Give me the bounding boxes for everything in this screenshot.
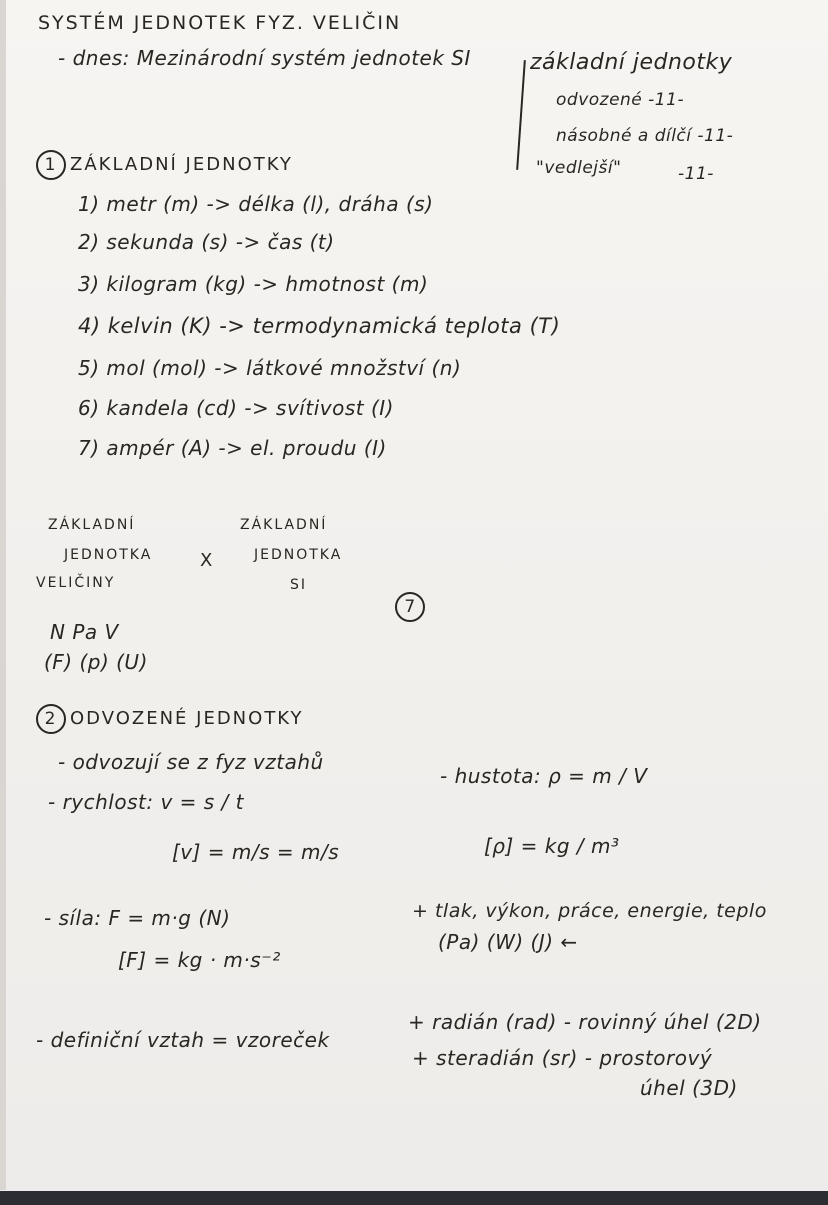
count-value: 7 xyxy=(395,592,425,622)
list-item: 3) kilogram (kg) -> hmotnost (m) xyxy=(78,272,429,296)
comparison-left: JEDNOTKA xyxy=(64,547,153,563)
comparison-right: SI xyxy=(290,577,308,593)
velocity-unit: [v] = m/s = m/s xyxy=(172,840,340,864)
example-units: N Pa V xyxy=(50,620,119,644)
list-item: 7) ampér (A) -> el. proudu (I) xyxy=(78,436,387,460)
ditto-mark: -11- xyxy=(678,164,714,184)
comparison-right: JEDNOTKA xyxy=(254,547,343,563)
si-type-secondary: "vedlejší" xyxy=(536,158,622,178)
section-title: ODVOZENÉ JEDNOTKY xyxy=(70,708,304,729)
list-item: 2) sekunda (s) -> čas (t) xyxy=(78,230,335,254)
quantities-units: (Pa) (W) (J) ← xyxy=(438,930,578,954)
quantities-line: + tlak, výkon, práce, energie, teplo xyxy=(412,900,767,922)
velocity-formula: - rychlost: v = s / t xyxy=(48,790,244,814)
si-type-multiples: násobné a dílčí -11- xyxy=(556,126,734,146)
density-unit: [ρ] = kg / m³ xyxy=(484,834,620,858)
comparison-left: ZÁKLADNÍ xyxy=(48,517,136,533)
si-type-derived: odvozené -11- xyxy=(556,90,685,110)
list-item: 4) kelvin (K) -> termodynamická teplota (T) xyxy=(78,314,561,338)
page-title: SYSTÉM JEDNOTEK FYZ. VELIČIN xyxy=(38,12,402,34)
steradian-line: + steradián (sr) - prostorový xyxy=(412,1046,713,1070)
density-formula: - hustota: ρ = m / V xyxy=(440,764,648,788)
list-item: 6) kandela (cd) -> svítivost (I) xyxy=(78,396,394,420)
list-item: 1) metr (m) -> délka (l), dráha (s) xyxy=(78,192,434,216)
section2-heading xyxy=(36,704,303,734)
example-quantities: (F) (p) (U) xyxy=(44,650,148,674)
bracket-line xyxy=(516,60,526,170)
note-line: - definiční vztah = vzoreček xyxy=(36,1028,330,1052)
comparison-right: ZÁKLADNÍ xyxy=(240,517,328,533)
count-badge xyxy=(395,592,429,622)
force-formula: - síla: F = m·g (N) xyxy=(44,906,231,930)
section-number: 1 xyxy=(36,150,66,180)
intro-line: - dnes: Mezinárodní systém jednotek SI xyxy=(58,46,471,70)
list-item: 5) mol (mol) -> látkové množství (n) xyxy=(78,356,462,380)
note-line: - odvozují se z fyz vztahů xyxy=(58,750,324,774)
section1-heading xyxy=(36,150,293,180)
force-unit: [F] = kg · m·s⁻² xyxy=(118,948,281,972)
radian-line: + radián (rad) - rovinný úhel (2D) xyxy=(408,1010,762,1034)
cross-mark: X xyxy=(200,550,215,571)
si-type-basic: základní jednotky xyxy=(530,50,733,75)
paper-edge xyxy=(0,0,6,1190)
background-strip xyxy=(0,1191,828,1205)
comparison-left: VELIČINY xyxy=(36,575,116,591)
section-title: ZÁKLADNÍ JEDNOTKY xyxy=(70,154,293,175)
steradian-line-cont: úhel (3D) xyxy=(640,1076,738,1100)
section-number: 2 xyxy=(36,704,66,734)
